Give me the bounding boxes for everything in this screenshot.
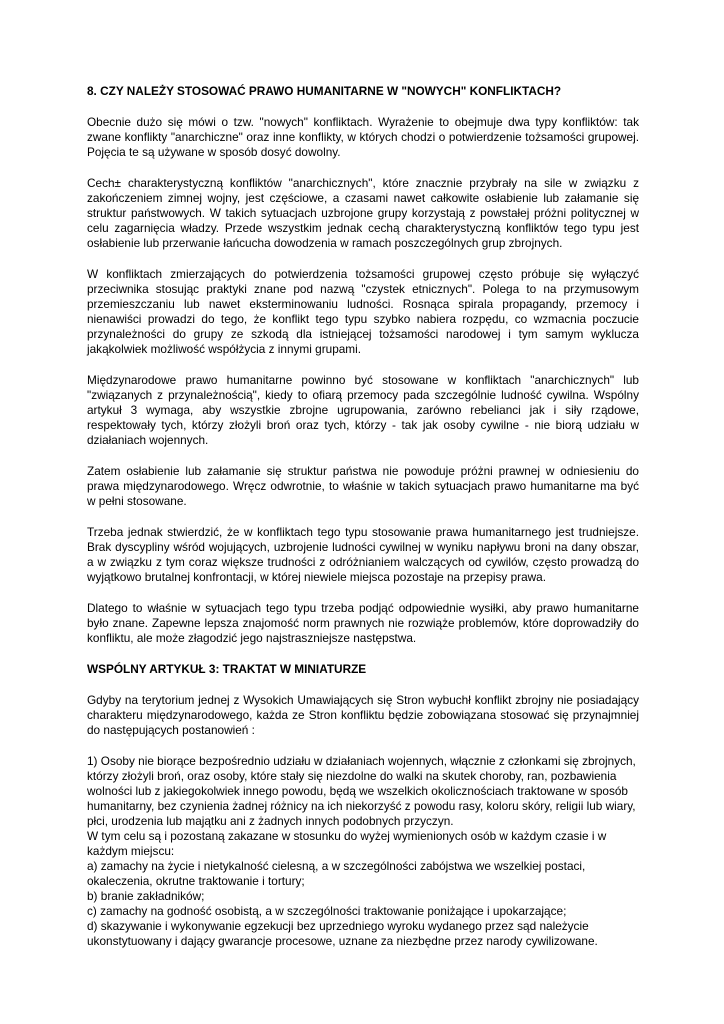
section-8-paragraph-6: Trzeba jednak stwierdzić, że w konfliktach tego typu stosowanie prawa humanitarnego jest trudniejsze. Brak dyscypliny wśród wojujących, uzbrojenie ludności cywilnej w wyniku napływu broni na dany obszar, a w związku z tym coraz większe trudności z odróżnianiem walczących od cywilów, często prowadzą do wyjątkowo brutalnej konfrontacji, w której niewiele miejsca pozostaje na przepisy prawa.: [87, 525, 639, 584]
article-3-heading: WSPÓLNY ARTYKUŁ 3: TRAKTAT W MINIATURZE: [87, 662, 367, 676]
article-3-item-d: d) skazywanie i wykonywanie egzekucji bez uprzedniego wyroku wydanego przez sąd należycie ukonstytuowany i dający gwarancje procesowe, uznane za niezbędne przez narody cywilizowane.: [87, 919, 598, 948]
article-3-item-c: c) zamachy na godność osobistą, a w szczególności traktowanie poniżające i upokarzające;: [87, 904, 567, 918]
section-8-paragraph-7: Dlatego to właśnie w sytuacjach tego typu trzeba podjąć odpowiednie wysiłki, aby prawo humanitarne było znane. Zapewne lepsza znajomość norm prawnych nie rozwiąże problemów, które doprowadziły do konfliktu, ale może złagodzić jego najstraszniejsze następstwa.: [87, 601, 639, 645]
section-8-heading: 8. CZY NALEŻY STOSOWAĆ PRAWO HUMANITARNE W "NOWYCH" KONFLIKTACH?: [87, 84, 562, 98]
section-8-paragraph-1: Obecnie dużo się mówi o tzw. "nowych" konfliktach. Wyrażenie to obejmuje dwa typy konfliktów: tak zwane konflikty "anarchiczne" oraz inne konflikty, w których chodzi o potwierdzenie tożsamości grupowej. Pojęcia te są używane w sposób dosyć dowolny.: [87, 115, 639, 159]
article-3-item-b: b) branie zakładników;: [87, 889, 205, 903]
article-3-point-1-continuation: W tym celu są i pozostaną zakazane w stosunku do wyżej wymienionych osób w każdym czasie i w każdym miejscu:: [87, 829, 607, 858]
section-8-paragraph-2: Cech± charakterystyczną konfliktów "anarchicznych", które znacznie przybrały na sile w związku z zakończeniem zimnej wojny, jest częściowe, a czasami nawet całkowite osłabienie lub załamanie się struktur państwowych. W takich sytuacjach uzbrojone grupy korzystają z powstałej próżni politycznej w celu zagarnięcia władzy. Przede wszystkim jednak cechą charakterystyczną konfliktów tego typu jest osłabienie lub przerwanie łańcucha dowodzenia w ramach poszczególnych grup zbrojnych.: [87, 176, 639, 250]
article-3-point-1: [87, 754, 639, 949]
section-8-paragraph-5: Zatem osłabienie lub załamanie się struktur państwa nie powoduje próżni prawnej w odniesieniu do prawa międzynarodowego. Wręcz odwrotnie, to właśnie w takich sytuacjach prawo humanitarne ma być w pełni stosowane.: [87, 464, 639, 508]
section-8-paragraph-3: W konfliktach zmierzających do potwierdzenia tożsamości grupowej często próbuje się wyłączyć przeciwnika stosując praktyki znane pod nazwą "czystek etnicznych". Polega to na przymusowym przemieszczaniu lub nawet eksterminowaniu ludności. Rosnąca spirala propagandy, przemocy i nienawiści prowadzi do tego, że konflikt tego typu szybko nabiera rozpędu, co wzmacnia poczucie przynależności do grupy ze szkodą dla istniejącej tożsamości narodowej i tym samym wyklucza jakąkolwiek możliwość współżycia z innymi grupami.: [87, 267, 639, 356]
document-page: [87, 84, 639, 949]
article-3-item-a: a) zamachy na życie i nietykalność cielesną, a w szczególności zabójstwa we wszelkiej postaci, okaleczenia, okrutne traktowanie i tortury;: [87, 859, 586, 888]
section-8-paragraph-4: Międzynarodowe prawo humanitarne powinno być stosowane w konfliktach "anarchicznych" lub "związanych z przynależnością", kiedy to ofiarą przemocy pada szczególnie ludność cywilna. Wspólny artykuł 3 wymaga, aby wszystkie zbrojne ugrupowania, zarówno rebelianci jak i siły rządowe, respektowały tych, którzy złożyli broń oraz tych, którzy - tak jak osoby cywilne - nie biorą udziału w działaniach wojennych.: [87, 373, 639, 447]
article-3-point-1-text: 1) Osoby nie biorące bezpośrednio udziału w działaniach wojennych, włącznie z członkami się zbrojnych, którzy złożyli broń, oraz osoby, które stały się niezdolne do walki na skutek choroby, ran, pozbawienia wolności lub z jakiegokolwiek innego powodu, będą we wszelkich okolicznościach traktowane w sposób humanitarny, bez czynienia żadnej różnicy na ich niekorzyść z powodu rasy, koloru skóry, religii lub wiary, płci, urodzenia lub majątku ani z żadnych innych podobnych przyczyn.: [87, 754, 636, 828]
article-3-intro: Gdyby na terytorium jednej z Wysokich Umawiających się Stron wybuchł konflikt zbrojny nie posiadający charakteru międzynarodowego, każda ze Stron konfliktu będzie zobowiązana stosować się przynajmniej do następujących postanowień :: [87, 693, 639, 737]
